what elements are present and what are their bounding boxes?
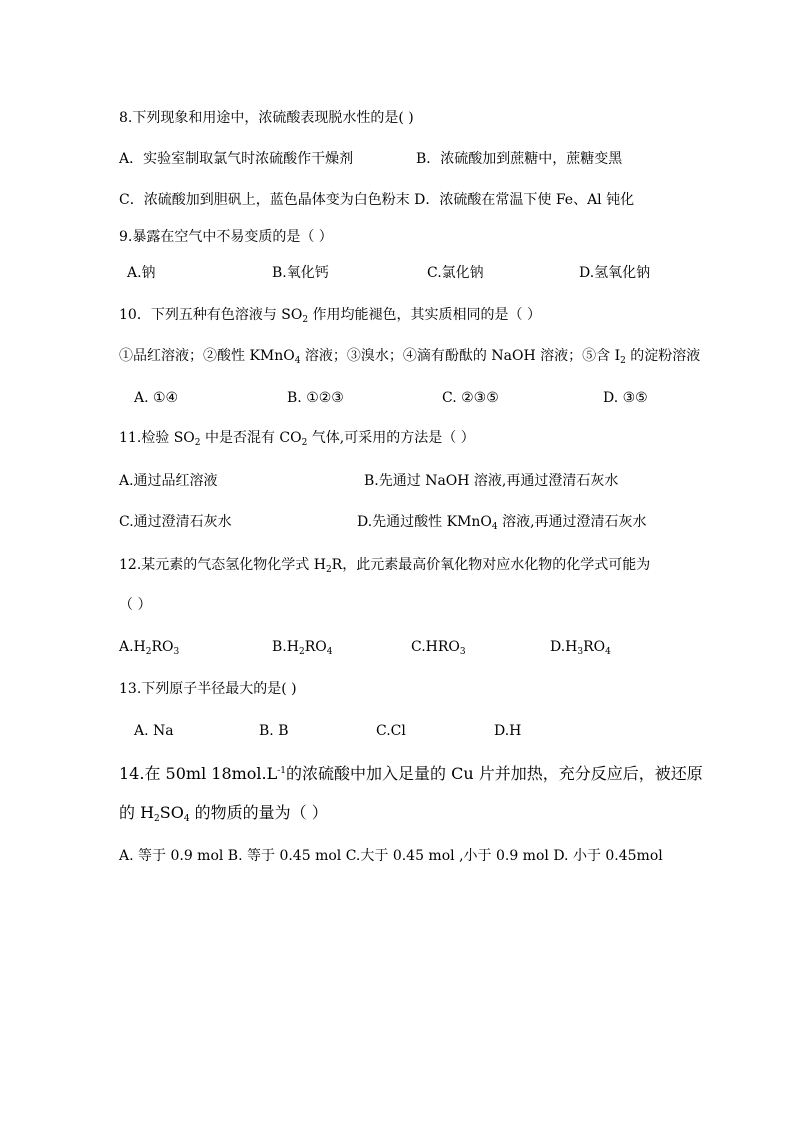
q10-option-a: A. ①④: [134, 390, 179, 406]
q12-answer-blank: （ ）: [119, 597, 152, 613]
q13-option-b: B. B: [259, 723, 289, 739]
q13-option-a: A. Na: [134, 723, 174, 739]
q10-solution-list: ①品红溶液；②酸性 KMnO$_4$ 溶液；③溴水；④滴有酚酞的 NaOH 溶液；⑤含 $I_2$ 的淀粉溶液: [119, 348, 701, 366]
q10-option-d: D. ③⑤: [603, 390, 648, 406]
q12-option-d: $D.H_3RO_4$: [550, 639, 611, 657]
q8-stem: 8.下列现象和用途中，浓硫酸表现脱水性的是( ): [119, 110, 414, 126]
q14-stem-line1: 14.在 50ml $18mol.L^{-1}$的浓硫酸中加入足量的 Cu 片并加热，充分反应后，被还原: [119, 764, 703, 783]
q11-option-d: D.先通过酸性 KMnO$_4$ 溶液,再通过澄清石灰水: [357, 514, 647, 532]
q11-option-a: A.通过品红溶液: [119, 473, 218, 489]
q9-stem: 9.暴露在空气中不易变质的是（ ）: [119, 229, 333, 245]
q10-option-b: B. ①②③: [287, 390, 344, 406]
q10-stem: 10．下列五种有色溶液与 $SO_2$ 作用均能褪色，其实质相同的是（ ）: [119, 307, 541, 325]
q9-option-c: C.氯化钠: [427, 265, 484, 281]
q8-option-cd: C．浓硫酸加到胆矾上，蓝色晶体变为白色粉末 D．浓硫酸在常温下使 Fe、Al 钝化: [119, 192, 635, 208]
q12-option-b: $B.H_2RO_4$: [272, 639, 333, 657]
q11-option-c: C.通过澄清石灰水: [119, 514, 232, 530]
q14-options: A. 等于 0.9 mol B. 等于 0.45 mol C.大于 0.45 mol ,小于 0.9 mol D. 小于 0.45mol: [119, 848, 663, 864]
q11-option-b: B.先通过 NaOH 溶液,再通过澄清石灰水: [364, 473, 619, 489]
q13-stem: 13.下列原子半径最大的是( ): [119, 681, 297, 697]
q10-option-c: C. ②③⑤: [442, 390, 499, 406]
q13-option-c: C.Cl: [376, 723, 406, 739]
q9-option-d: D.氢氧化钠: [579, 265, 651, 281]
q9-option-b: B.氧化钙: [272, 265, 329, 281]
q12-option-a: $A.H_2RO_3$: [119, 639, 180, 657]
q8-option-a: A．实验室制取氯气时浓硫酸作干燥剂: [119, 151, 354, 167]
q9-option-a: A.钠: [127, 265, 156, 281]
q8-option-b: B．浓硫酸加到蔗糖中，蔗糖变黑: [416, 151, 623, 167]
q12-stem: 12.某元素的气态氢化物化学式 $H_2R$，此元素最高价氧化物对应水化物的化学式可能为: [119, 557, 651, 575]
q13-option-d: D.H: [494, 723, 522, 739]
q11-stem: 11.检验 $SO_2$ 中是否混有 $CO_2$ 气体,可采用的方法是（ ）: [119, 430, 475, 448]
q14-stem-line2: 的 $H_2SO_4$ 的物质的量为（ ）: [119, 803, 328, 824]
q12-option-c: $C.HRO_3$: [411, 639, 466, 657]
